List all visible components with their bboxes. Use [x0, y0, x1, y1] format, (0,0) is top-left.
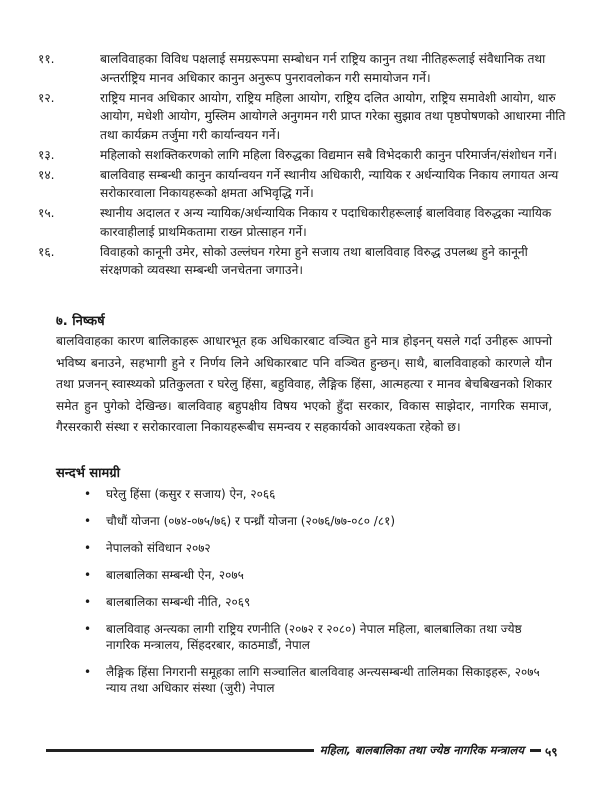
- list-item: [0, 89, 600, 145]
- bullet-icon: •: [84, 595, 92, 609]
- reference-item: [84, 594, 554, 610]
- conclusion-heading: ७. निष्कर्ष: [56, 314, 105, 329]
- reference-text: नेपालको संविधान २०७२: [106, 541, 211, 555]
- item-text: स्थानीय अदालत र अन्य न्यायिक/अर्धन्यायिक निकाय र पदाधिकारीहरूलाई बालविवाह विरुद्धका न्यायिक कारवाहीलाई प्राथमिकतामा राख्न प्रोत्साहन गर्ने।: [100, 206, 552, 239]
- references-list: [84, 486, 554, 707]
- reference-text: बालबालिका सम्बन्धी ऐन, २०७५: [106, 568, 244, 582]
- item-text: विवाहको कानूनी उमेर, सोको उल्लंघन गरेमा हुने सजाय तथा बालविवाह विरुद्ध उपलब्ध हुने कानूनी संरक्षणको व्यवस्था सम्बन्धी जनचेतना जगाउने।: [100, 244, 528, 277]
- bullet-icon: •: [84, 487, 92, 501]
- reference-item: [84, 540, 554, 556]
- footer-ministry-title: महिला, बालबालिका तथा ज्येष्ठ नागरिक मन्त्रालय: [314, 743, 530, 758]
- bullet-icon: •: [84, 541, 92, 555]
- item-number: १६.: [38, 244, 55, 259]
- item-number: १२.: [38, 90, 55, 105]
- item-number: १५.: [38, 206, 55, 220]
- reference-text: बालविवाह अन्त्यका लागी राष्ट्रिय रणनीति (२०७२ र २०८०) नेपाल महिला, बालबालिका तथा ज्येष्ठ नागरिक मन्त्रालय, सिंहदरबार, काठमाडौं, नेपाल: [106, 622, 522, 652]
- item-number: ११.: [38, 52, 55, 66]
- reference-item: [84, 567, 554, 583]
- reference-text: चौधौं योजना (०७४-०७५/७६) र पन्ध्रौं योजना (२०७६/७७-०८० /८१): [106, 514, 396, 528]
- item-number: १३.: [38, 147, 55, 162]
- bullet-icon: •: [84, 568, 92, 582]
- list-item: [0, 50, 600, 87]
- recommendations-list: [0, 50, 600, 281]
- bullet-icon: •: [84, 665, 92, 679]
- reference-item: [84, 664, 554, 696]
- bullet-icon: •: [84, 514, 92, 528]
- bullet-icon: •: [84, 622, 92, 636]
- item-text: राष्ट्रिय मानव अधिकार आयोग, राष्ट्रिय महिला आयोग, राष्ट्रिय दलित आयोग, राष्ट्रिय समावेशी आयोग, थारु आयोग, मधेशी आयोग, मुस्लिम आयोगले अनुगमन गरी प्राप्त गरेका सुझाव तथा पृष्ठपोषणको आधारमा नीति तथा कार्यक्रम तर्जुमा गरी कार्यान्वयन गर्ने।: [100, 90, 566, 142]
- item-text: महिलाको सशक्तिकरणको लागि महिला विरुद्धका विद्यमान सबै विभेदकारी कानुन परिमार्जन/संशोधन गर्ने।: [100, 147, 557, 162]
- reference-text: बालबालिका सम्बन्धी नीति, २०६९: [106, 595, 251, 609]
- list-item: [0, 243, 600, 280]
- reference-item: [84, 621, 554, 653]
- conclusion-paragraph: बालविवाहका कारण बालिकाहरू आधारभूत हक अधिकारबाट वञ्चित हुने मात्र होइनन् यसले गर्दा उनीहरू आफ्नो भविष्य बनाउने, सहभागी हुने र निर्णय लिने अधिकारबाट पनि वञ्चित हुन्छन्। साथै, बालविवाहको कारणले यौन तथा प्रजनन् स्वास्थ्यको प्रतिकुलता र घरेलु हिंसा, बहुविवाह, लैङ्गिक हिंसा, आत्महत्या र मानव बेचबिखनको शिकार समेत हुन पुगेको देखिन्छ। बालविवाह बहुपक्षीय विषय भएको हुँदा सरकार, विकास साझेदार, नागरिक समाज, गैरसरकारी संस्था र सरोकारवाला निकायहरूबीच समन्वय र सहकार्यको आवश्यकता रहेको छ।: [56, 334, 552, 434]
- reference-text: लैङ्गिक हिंसा निगरानी समूहका लागि सञ्चालित बालविवाह अन्त्यसम्बन्धी तालिमका सिकाइहरू, २०७५ न्याय तथा अधिकार संस्था (जुरी) नेपाल: [106, 665, 540, 695]
- reference-item: [84, 513, 554, 529]
- item-text: बालविवाहका विविध पक्षलाई समग्ररूपमा सम्बोधन गर्न राष्ट्रिय कानुन तथा नीतिहरूलाई संवैधानिक तथा अन्तर्राष्ट्रिय मानव अधिकार कानुन अनुरूप पुनरावलोकन गरी समायोजन गर्ने।: [100, 52, 546, 85]
- list-item: [0, 166, 600, 203]
- list-item: [0, 146, 600, 165]
- item-number: १४.: [38, 167, 55, 182]
- list-item: [0, 204, 600, 241]
- reference-text: घरेलु हिंसा (कसुर र सजाय) ऐन, २०६६: [106, 487, 276, 501]
- references-heading: सन्दर्भ सामग्री: [56, 466, 121, 481]
- reference-item: [84, 486, 554, 502]
- item-text: बालविवाह सम्बन्धी कानुन कार्यान्वयन गर्ने स्थानीय अधिकारी, न्यायिक र अर्धन्यायिक निकाय लगायत अन्य सरोकारवाला निकायहरूको क्षमता अभिवृद्धि गर्ने।: [100, 167, 559, 200]
- page-number: ५९: [541, 743, 561, 760]
